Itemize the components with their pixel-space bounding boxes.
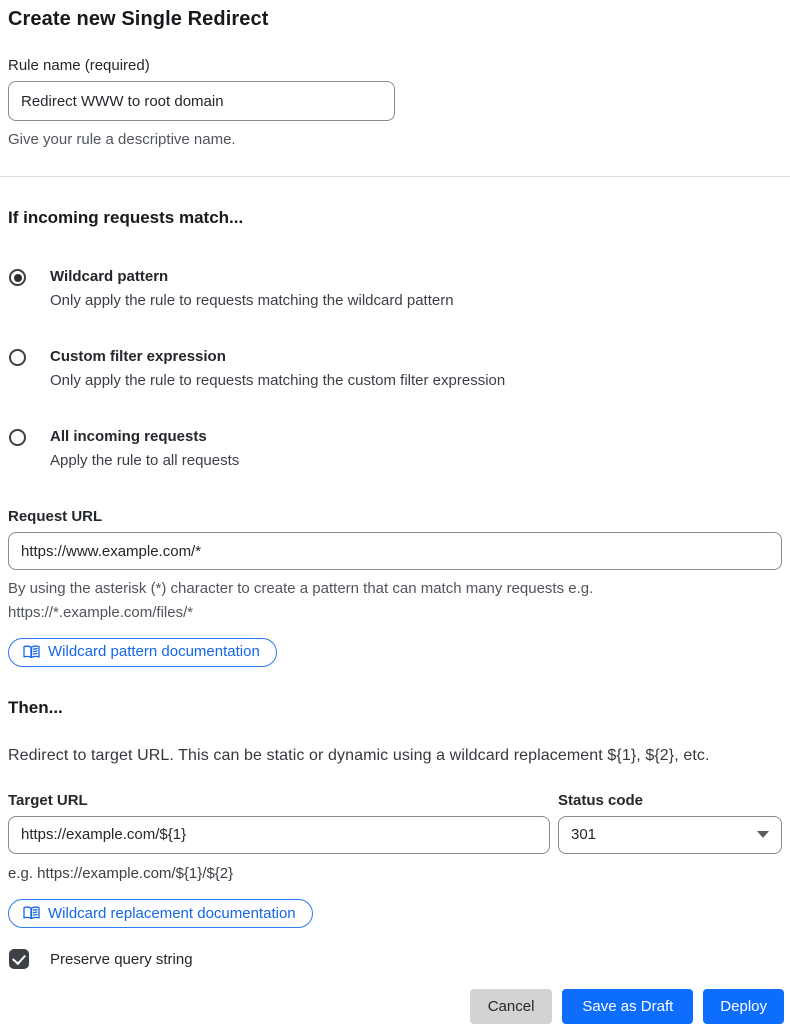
match-section-heading: If incoming requests match... xyxy=(8,208,244,228)
doc-button-label: Wildcard pattern documentation xyxy=(48,643,260,661)
radio-unselected-icon[interactable] xyxy=(9,429,26,446)
target-url-help: e.g. https://example.com/${1}/${2} xyxy=(8,864,234,882)
wildcard-pattern-documentation-button[interactable] xyxy=(8,638,277,667)
rule-name-help: Give your rule a descriptive name. xyxy=(8,131,236,148)
request-url-label: Request URL xyxy=(8,508,103,526)
page-title: Create new Single Redirect xyxy=(8,8,269,30)
radio-option-label: Wildcard pattern xyxy=(50,268,169,286)
target-url-label: Target URL xyxy=(8,791,88,809)
then-section-description: Redirect to target URL. This can be static or dynamic using a wildcard replacement ${1}, ${2}, etc. xyxy=(8,746,710,764)
doc-button-label: Wildcard replacement documentation xyxy=(48,904,296,922)
preserve-query-string-label: Preserve query string xyxy=(50,950,193,968)
target-url-status-row xyxy=(8,792,782,885)
request-url-input[interactable] xyxy=(8,532,782,570)
wildcard-replacement-documentation-button[interactable] xyxy=(8,899,313,928)
radio-selected-icon[interactable] xyxy=(9,269,26,286)
radio-option-description: Only apply the rule to requests matching the wildcard pattern xyxy=(50,292,454,310)
radio-option-custom-filter-expression[interactable] xyxy=(8,348,782,389)
radio-option-label: Custom filter expression xyxy=(50,348,226,366)
status-code-select[interactable] xyxy=(558,816,782,854)
request-url-help-line1: By using the asterisk (*) character to create a pattern that can match many requests e.g. xyxy=(8,580,594,598)
radio-option-description: Apply the rule to all requests xyxy=(50,452,240,470)
checkbox-checked-icon[interactable] xyxy=(9,949,29,969)
match-options-radio-group xyxy=(8,268,782,469)
radio-unselected-icon[interactable] xyxy=(9,349,26,366)
chevron-down-icon xyxy=(757,831,769,838)
save-as-draft-button[interactable]: Save as Draft xyxy=(562,989,693,1024)
radio-option-label: All incoming requests xyxy=(50,428,207,446)
radio-option-description: Only apply the rule to requests matching the custom filter expression xyxy=(50,372,506,390)
then-section-heading: Then... xyxy=(8,697,63,717)
status-code-label: Status code xyxy=(558,791,644,809)
open-book-icon xyxy=(23,906,40,920)
deploy-button[interactable]: Deploy xyxy=(703,989,784,1024)
rule-name-label: Rule name (required) xyxy=(8,57,150,74)
preserve-query-string-checkbox-row[interactable] xyxy=(8,949,782,969)
footer-action-buttons xyxy=(470,989,784,1024)
status-code-value: 301 xyxy=(571,826,597,844)
request-url-help-line2: https://*.example.com/files/* xyxy=(8,603,194,621)
section-divider xyxy=(0,176,790,177)
radio-option-all-incoming-requests[interactable] xyxy=(8,428,782,469)
rule-name-input[interactable] xyxy=(8,81,395,121)
cancel-button[interactable]: Cancel xyxy=(470,989,553,1024)
open-book-icon xyxy=(23,645,40,659)
radio-option-wildcard-pattern[interactable] xyxy=(8,268,782,309)
request-url-help xyxy=(8,577,782,624)
target-url-input[interactable] xyxy=(8,816,550,854)
